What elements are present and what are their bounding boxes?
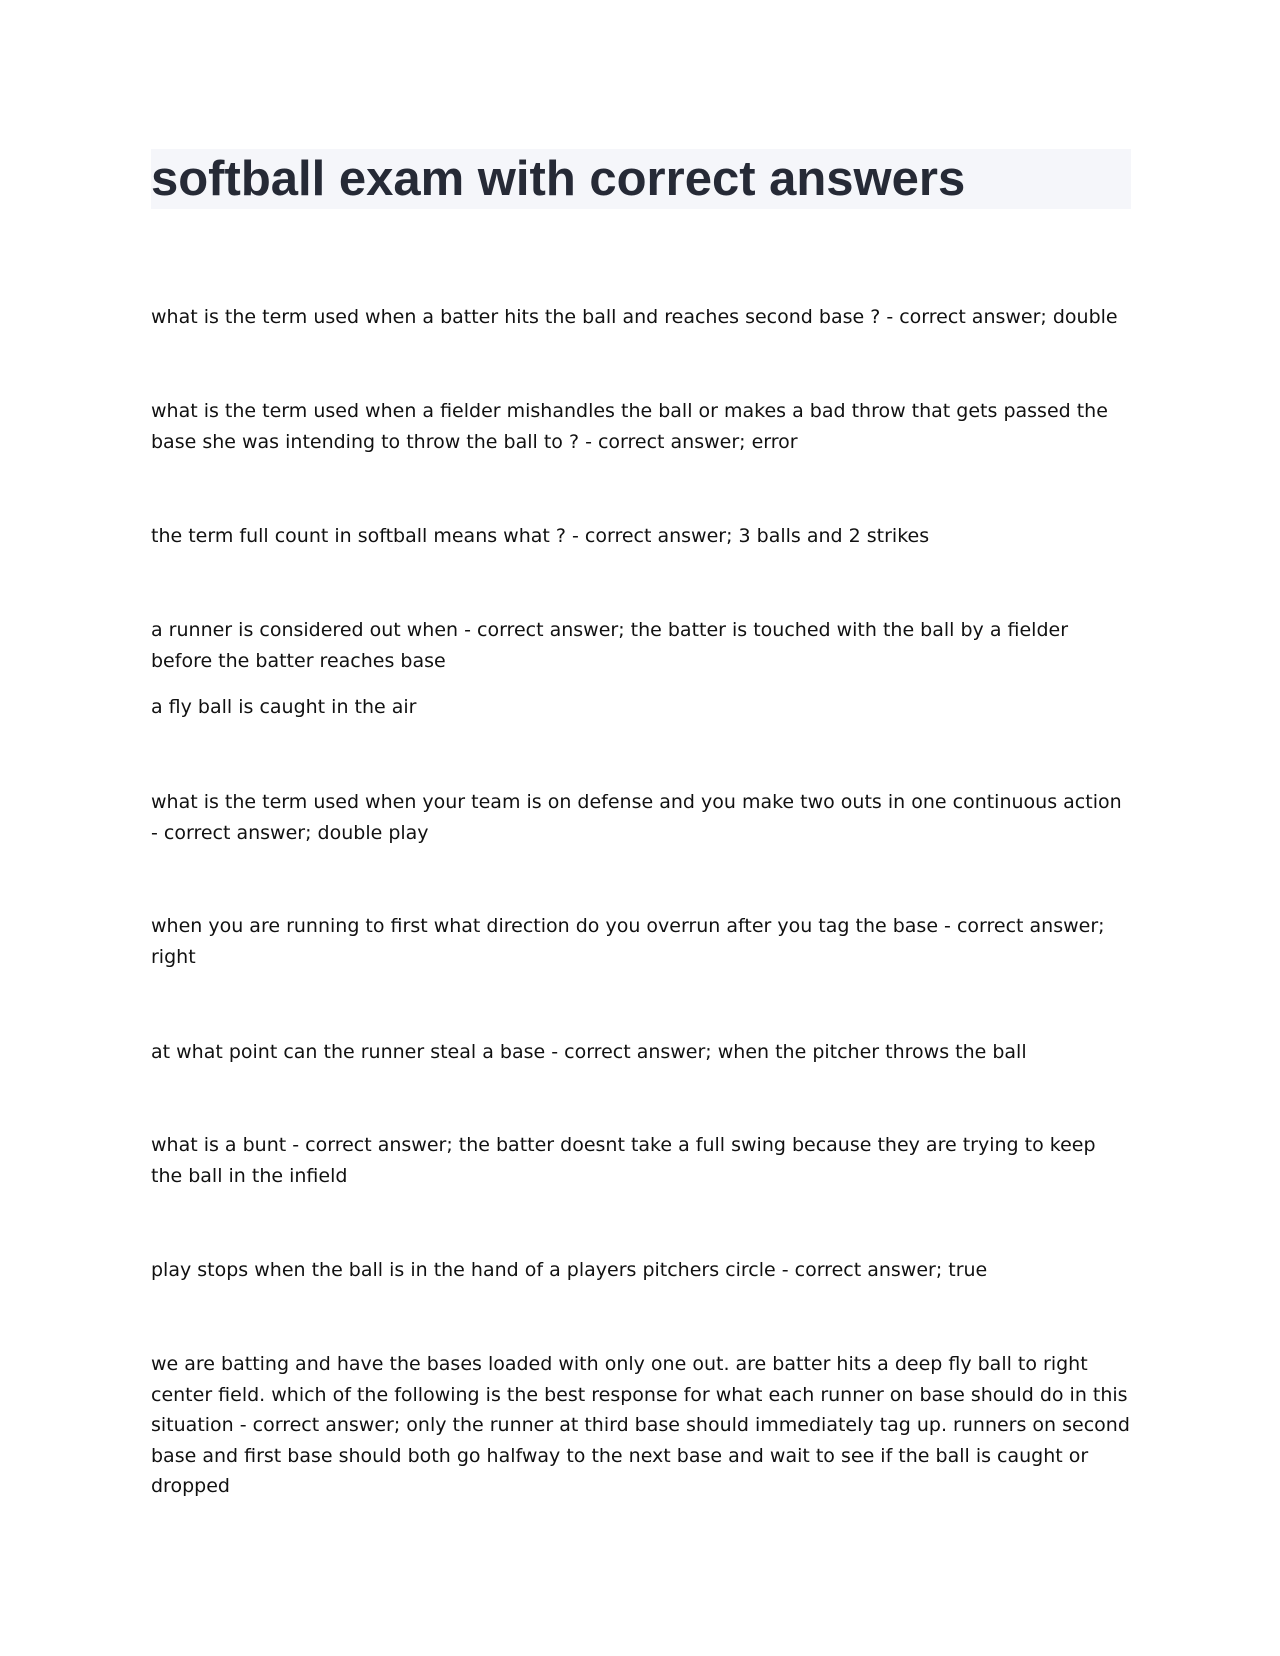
page-title: softball exam with correct answers <box>151 152 966 206</box>
qa-item: what is the term used when your team is on defense and you make two outs in one continuous action - correct answer; double play <box>151 791 1122 844</box>
qa-item: at what point can the runner steal a base - correct answer; when the pitcher throws the ball <box>151 1041 1027 1063</box>
qa-item: a runner is considered out when - correct answer; the batter is touched with the ball by a fielder before the batter reaches base <box>151 619 1069 672</box>
qa-item: we are batting and have the bases loaded with only one out. are batter hits a deep fly ball to right center field. which of the following is the best response for what each runner on base should do in this situation - correct answer; only the runner at third base should immediately tag up. runners on second base and first base should both go halfway to the next base and wait to see if the ball is caught or dropped <box>151 1353 1130 1497</box>
qa-item: the term full count in softball means what ? - correct answer; 3 balls and 2 strikes <box>151 525 930 547</box>
qa-item: what is the term used when a batter hits the ball and reaches second base ? - correct answer; double <box>151 306 1118 328</box>
document-page <box>151 0 1131 1656</box>
qa-item: a fly ball is caught in the air <box>151 696 417 718</box>
qa-item: what is the term used when a fielder mishandles the ball or makes a bad throw that gets passed the base she was intending to throw the ball to ? - correct answer; error <box>151 400 1108 453</box>
qa-item: when you are running to first what direction do you overrun after you tag the base - correct answer; right <box>151 915 1105 968</box>
qa-item: what is a bunt - correct answer; the batter doesnt take a full swing because they are trying to keep the ball in the infield <box>151 1134 1096 1187</box>
qa-item: play stops when the ball is in the hand of a players pitchers circle - correct answer; true <box>151 1259 988 1281</box>
